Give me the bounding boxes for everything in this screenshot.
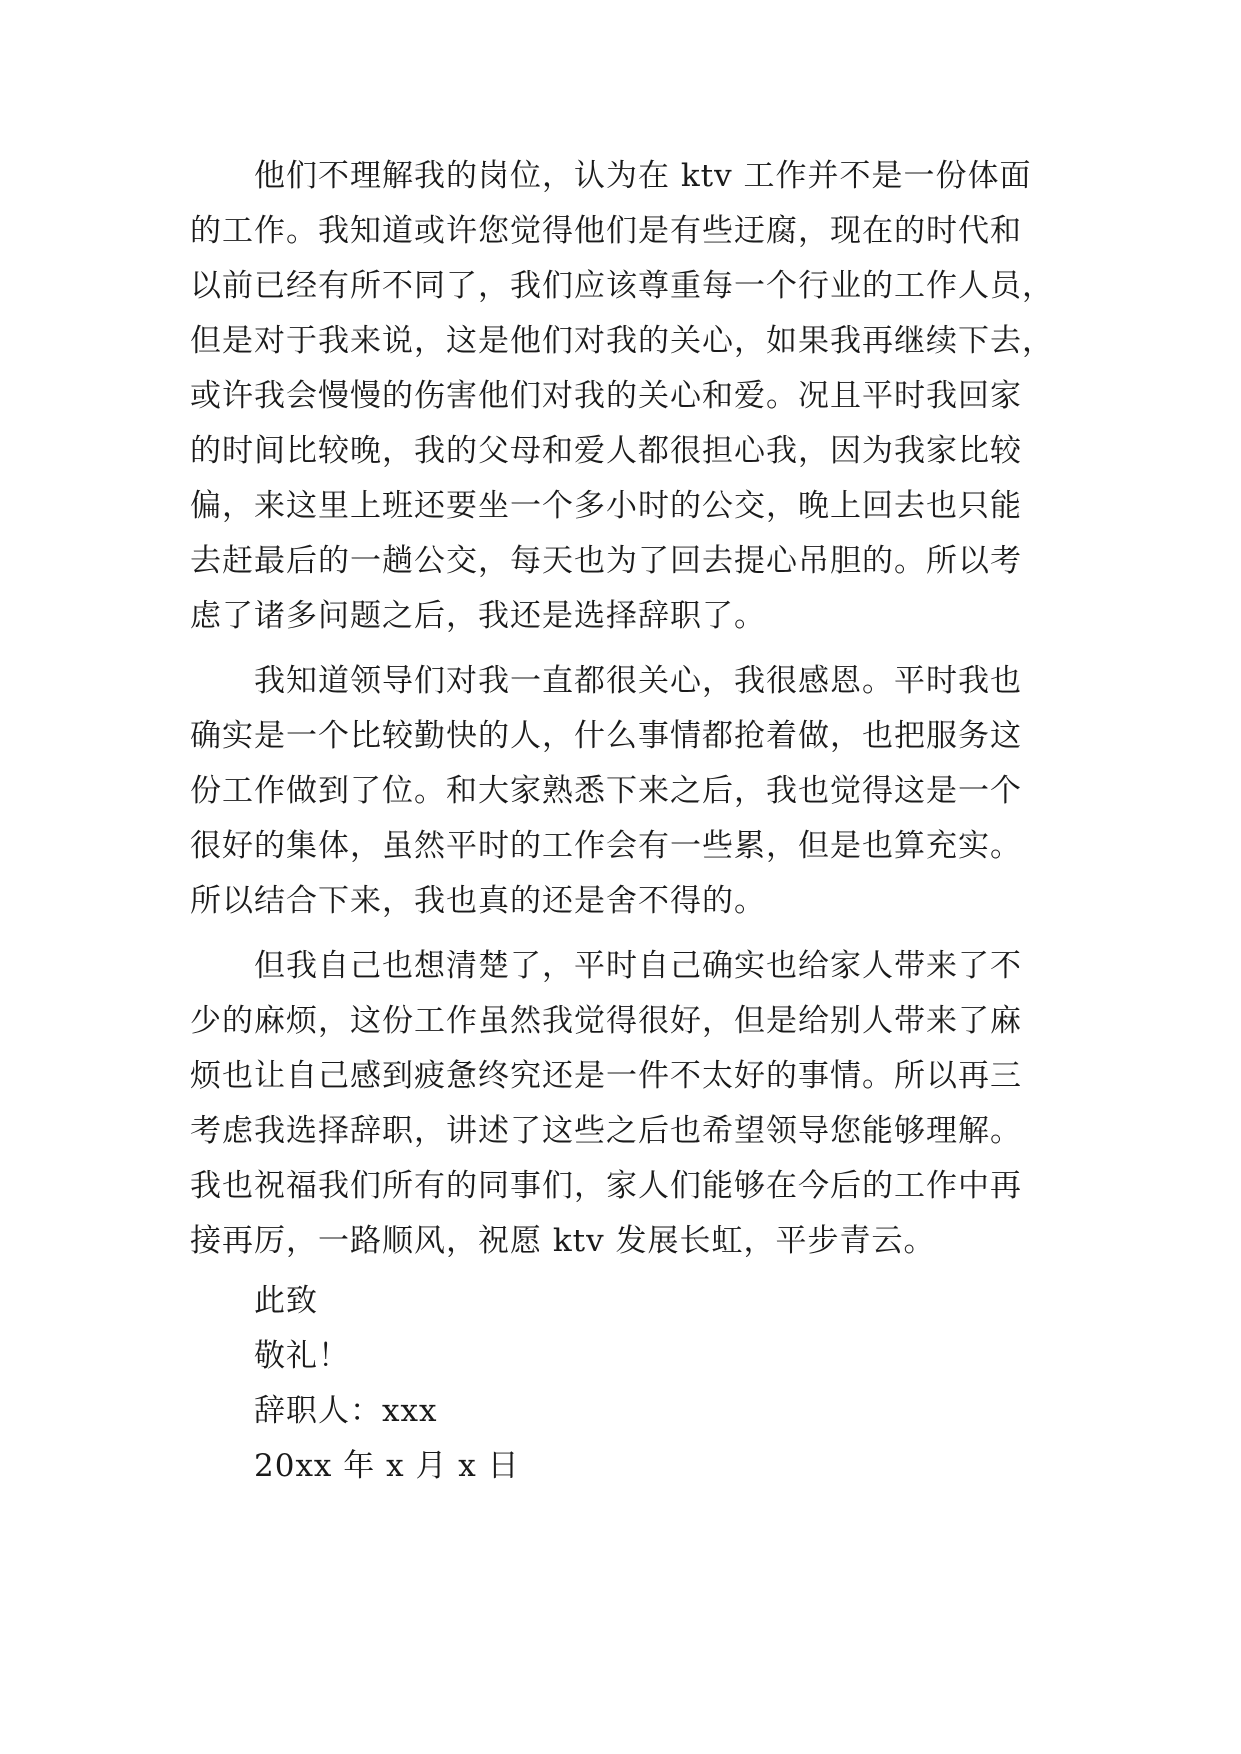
signature-line: 辞职人：xxx [254,1393,438,1429]
paragraph-1-line-6: 的时间比较晚，我的父母和爱人都很担心我，因为我家比较 [190,433,1022,469]
closing-regards: 敬礼！ [254,1338,350,1374]
paragraph-2-line-4: 很好的集体，虽然平时的工作会有一些累，但是也算充实。 [190,828,1022,864]
paragraph-3-line-6: 接再厉，一路顺风，祝愿 ktv 发展长虹，平步青云。 [190,1223,936,1259]
paragraph-2-line-2: 确实是一个比较勤快的人，什么事情都抢着做，也把服务这 [190,718,1022,754]
paragraph-1-line-1: 他们不理解我的岗位，认为在 ktv 工作并不是一份体面 [254,158,1032,194]
paragraph-1-line-8: 去赶最后的一趟公交，每天也为了回去提心吊胆的。所以考 [190,543,1022,579]
date-line: 20xx 年 x 月 x 日 [254,1448,520,1484]
paragraph-2-line-1: 我知道领导们对我一直都很关心，我很感恩。平时我也 [254,663,1022,699]
paragraph-3-line-4: 考虑我选择辞职，讲述了这些之后也希望领导您能够理解。 [190,1113,1022,1149]
paragraph-3-line-3: 烦也让自己感到疲惫终究还是一件不太好的事情。所以再三 [190,1058,1022,1094]
paragraph-3-line-1: 但我自己也想清楚了，平时自己确实也给家人带来了不 [254,948,1022,984]
paragraph-1-line-9: 虑了诸多问题之后，我还是选择辞职了。 [190,598,766,634]
paragraph-3-line-5: 我也祝福我们所有的同事们，家人们能够在今后的工作中再 [190,1168,1022,1204]
paragraph-2-line-3: 份工作做到了位。和大家熟悉下来之后，我也觉得这是一个 [190,773,1022,809]
paragraph-2-line-5: 所以结合下来，我也真的还是舍不得的。 [190,883,766,919]
paragraph-3-line-2: 少的麻烦，这份工作虽然我觉得很好，但是给别人带来了麻 [190,1003,1022,1039]
paragraph-1-line-4: 但是对于我来说，这是他们对我的关心，如果我再继续下去， [190,323,1054,359]
paragraph-1-line-3: 以前已经有所不同了，我们应该尊重每一个行业的工作人员， [190,268,1054,304]
paragraph-1-line-7: 偏，来这里上班还要坐一个多小时的公交，晚上回去也只能 [190,488,1022,524]
paragraph-1-line-5: 或许我会慢慢的伤害他们对我的关心和爱。况且平时我回家 [190,378,1022,414]
paragraph-1-line-2: 的工作。我知道或许您觉得他们是有些迂腐，现在的时代和 [190,213,1022,249]
closing-salutation: 此致 [254,1283,318,1319]
